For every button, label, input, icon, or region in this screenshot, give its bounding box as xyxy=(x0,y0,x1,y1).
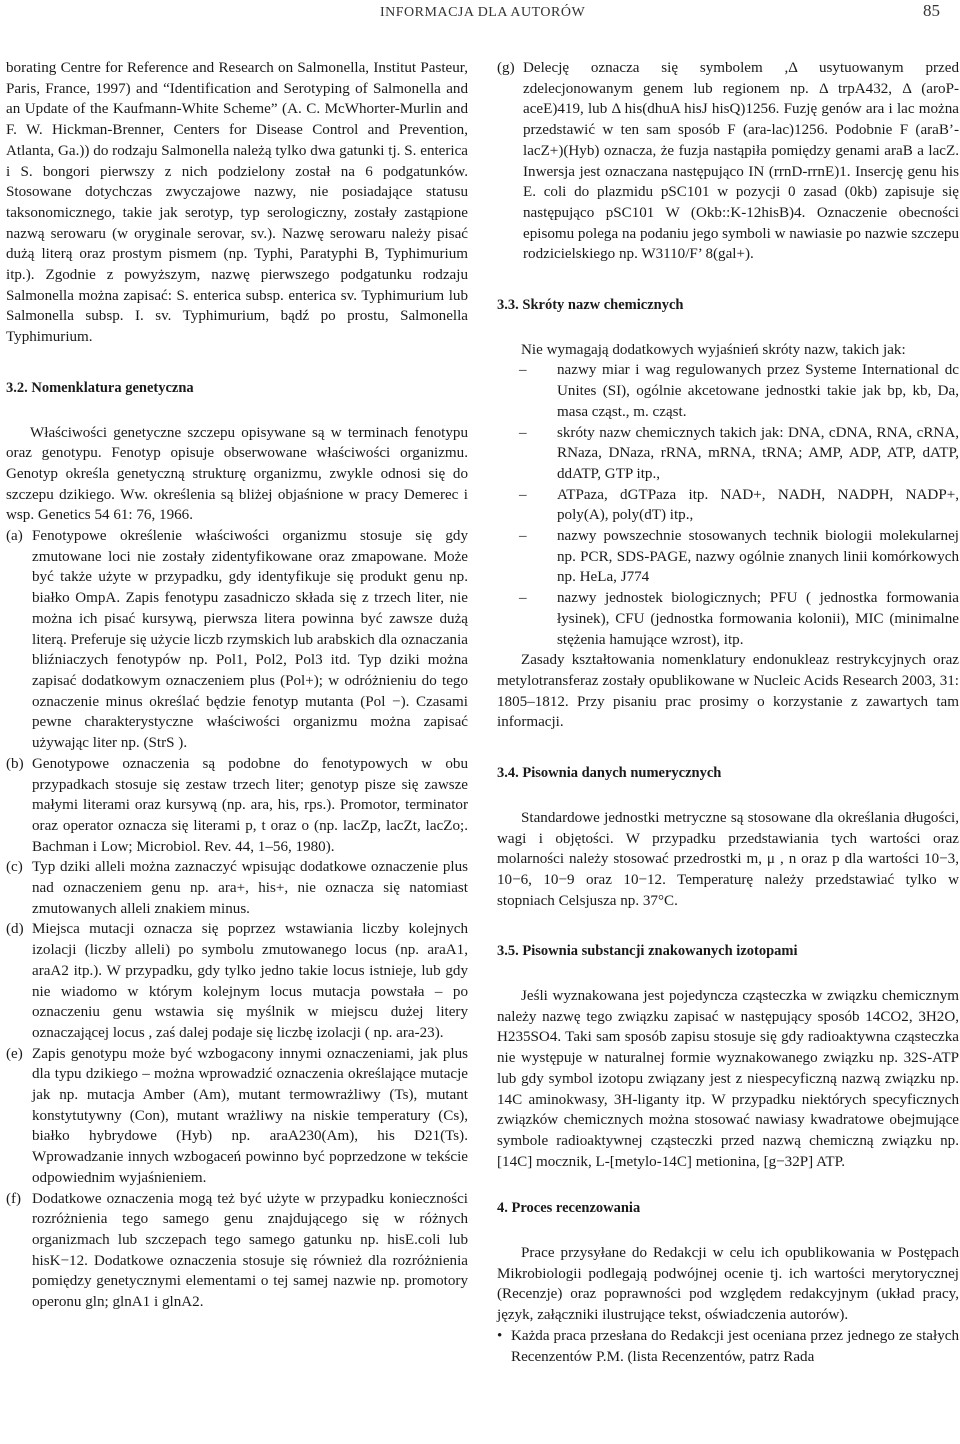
list-item xyxy=(6,754,468,858)
heading-3-3: 3.3. Skróty nazw chemicznych xyxy=(497,297,684,314)
dash-list-item xyxy=(497,588,959,650)
list-item xyxy=(6,857,468,919)
isotope-paragraph: Jeśli wyznakowana jest pojedyncza cząsteczka w związku chemicznym należy nazwę tego związku zapisać w następujący sposób 14CO2, 3H2O, H235SO4. Taki sam sposób zapisu stosuje się gdy radioaktywna cząsteczka nie występuje w naturalnej formie wyznakowanego związku np. 32S-ATP lub gdy symbol izotopu związany jest z niespecyficzną nazwą związku np. 14C aminokwasy, 3H-liganty itp. W przypadku niektórych specyficznych związków chemicznych można stosować nawiasy kwadratowe obejmujące symbole radioaktywnej cząsteczki przed nazwą chemiczną związku np. [14C] mocznik, L-[metylo-14C] metionina, [g−32P] ATP. xyxy=(497,988,959,1170)
item-label: (d) xyxy=(6,921,24,938)
item-text: Miejsca mutacji oznacza się poprzez wstawiania liczby kolejnych izolacji (liczby alleli) po symbolu zmutowanego locus (np. araA1, araA2 itp.). W przypadku, gdy tylko jedno takie locus istnieje, lub gdy nie wiadomo w którym kolejnym locus mutacja powstała – po oznaczeniu genu wstawia się myślnik w miejscu dużej litery oznaczającej locus , zaś dalej podaje się liczbę izolacji ( np. ara-23). xyxy=(32,921,468,1041)
running-title: INFORMACJA DLA AUTORÓW xyxy=(380,5,586,20)
nomenclature-paragraph: Zasady kształtowania nomenklatury endonukleaz restrykcyjnych oraz metylotransferaz zostały opublikowane w Nucleic Acids Research 2003, 31: 1805–1812. Przy pisaniu prac prosimy o korzystanie z zawartych tam informacji. xyxy=(497,652,959,731)
dash-list-item xyxy=(497,423,959,485)
dash-list-item xyxy=(497,360,959,422)
heading-3-5: 3.5. Pisownia substancji znakowanych izotopami xyxy=(497,943,798,960)
heading-4: 4. Proces recenzowania xyxy=(497,1200,641,1217)
item-label: (g) xyxy=(497,60,515,76)
heading-3-4: 3.4. Pisownia danych numerycznych xyxy=(497,765,722,782)
item-label: (b) xyxy=(6,755,24,772)
item-label: (a) xyxy=(6,528,23,545)
left-column xyxy=(6,58,468,1313)
genetics-paragraph: Właściwości genetyczne szczepu opisywane są w terminach fenotypu oraz genotypu. Fenotyp opisuje obserwowane właściwości organizmu. Genotyp określa genetyczną strukturę organizmu, zwykle odnosi się do szczepu dzikiego. Ww. określenia są bliżej objaśnione w pracy Demerec i wsp. Genetics 54 61: 76, 1966. xyxy=(6,424,468,524)
item-text: Typ dziki alleli można zaznaczyć wpisując dodatkowe oznaczenie plus nad oznaczeniem genu np. ara+, his+, nie oznacza się natomiast zmutowanych alleli znakiem minus. xyxy=(32,859,468,917)
heading-3-2: 3.2. Nomenklatura genetyczna xyxy=(6,379,194,396)
item-label: (c) xyxy=(6,859,23,876)
list-item xyxy=(6,1044,468,1189)
dash-item-text: ATPaza, dGTPaza itp. NAD+, NADH, NADPH, NADP+, poly(A), poly(dT) itp., xyxy=(557,486,959,524)
dash-item-text: nazwy jednostek biologicznych; PFU ( jednostka formowania łysinek), CFU (jednostka formowania kolonii), MIC (minimalne stężenia hamujące wzrost), itp. xyxy=(557,590,959,648)
list-item xyxy=(6,1189,468,1313)
item-text: Genotypowe oznaczenia są podobne do fenotypowych w obu przypadkach stosuje się zestaw trzech liter; genotyp pisze się zawsze małymi literami oraz kursywą (np. ara, his, rps.). Promotor, terminator oraz operator oznacza się literami p, t oraz o (np. lacZp, lacZt, lacZo;. Bachman i Low; Microbiol. Rev. 44, 1–56, 1980). xyxy=(32,755,468,855)
list-item xyxy=(6,919,468,1043)
item-text: Dodatkowe oznaczenia mogą też być użyte w przypadku konieczności rozróżnienia tego samego genu znajdującego się w różnych organizmach lub szczepach tego samego gatunku np. hisE.coli lub hisK−12. Dodatkowe oznaczenia stosuje się również dla rozróżnienia pomiędzy genetycznymi elementami o tej samej nazwie np. promotory operonu gln; glnA1 i glnA2. xyxy=(32,1190,468,1311)
bullet-text: Każda praca przesłana do Redakcji jest oceniana przez jednego ze stałych Recenzentów P.M. (lista Recenzentów, patrz Rada xyxy=(511,1327,959,1365)
dash-marker: – xyxy=(519,528,527,545)
review-paragraph: Prace przysyłane do Redakcji w celu ich opublikowania w Postępach Mikrobiologii podlegają podwójnej ocenie tj. ich wartości merytorycznej (Recenzje) oraz poprawności pod względem redakcyjnym (układ pracy, język, załączniki ilustrujące tekst, oświadczenia autorów). xyxy=(497,1245,959,1324)
dash-list-item xyxy=(497,485,959,526)
dash-marker: – xyxy=(519,424,527,441)
dash-item-text: nazwy miar i wag regulowanych przez Systeme International dc Unites (SI), ogólnie akcetowane jednostki takie jak bp, kb, Da, masa cząst., m. cząst. xyxy=(557,362,959,420)
numeric-paragraph: Standardowe jednostki metryczne są stosowane dla określania długości, wagi i objętości. W przypadku przedstawiania tych wartości oraz molarności należy stosować przedrostki m, μ , n oraz p dla wartości 10−3, 10−6, 10−9 oraz 10−12. Temperaturę należy przedstawiać tylko w stopniach Celsjusza np. 37°C. xyxy=(497,809,959,909)
item-text: Zapis genotypu może być wzbogacony innymi oznaczeniami, jak plus dla typu dzikiego – można wprowadzić oznaczenia określające mutacje jak np. mutacja Amber (Am), mutant termowrażliwy (Ts), mutant konstytutywny (Con), mutant wrażliwy na niskie temperatury (Cs), białko hybrydowe (Hyb) np. araA230(Am), his D21(Ts). Wprowadzanie innych wzbogaceń powinno być poprzedzone w tekście odpowiednim wyjaśnieniem. xyxy=(32,1045,468,1186)
dash-list-item xyxy=(497,526,959,588)
dash-marker: – xyxy=(519,362,527,379)
item-label: (f) xyxy=(6,1190,22,1207)
dash-item-text: skróty nazw chemicznych takich jak: DNA, cDNA, RNA, cRNA, RNaza, DNaza, rRNA, mRNA, tRNA; AMP, ADP, ATP, dATP, ddATP, GTP itp., xyxy=(557,424,959,482)
dash-item-text: nazwy powszechnie stosowanych technik biologii molekularnej np. PCR, SDS-PAGE, nazwy ogólnie znanych linii komórkowych np. HeLa, J774 xyxy=(557,528,959,586)
item-text: Fenotypowe określenie właściwości organizmu stosuje się gdy zmutowane loci nie zostały zidentyfikowane oraz zmapowane. Może być także użyte w przypadku, gdy identyfikuje się produkt genu np. białko OmpA. Zapis fenotypu zasadniczo składa się z trzech liter, nie można ich pisać kursywą, pierwsza litera powinna być zawsze dużą literą. Preferuje się użycie liczb rzymskich lub arabskich dla oznaczania bliźniaczych fenotypów np. Pol1, Pol2, Pol3 itd. Typ dziki można zapisać dodatkowym oznaczeniem plus (Pol+); w odróżnieniu do tego oznaczenie minus określać będzie fenotyp mutanta (Pol −). Czasami pewne charakterystyczne właściwości organizmu można zapisać używając liter np. (StrS ). xyxy=(32,528,468,752)
abbrev-paragraph: Nie wymagają dodatkowych wyjaśnień skróty nazw, takich jak: xyxy=(521,341,906,358)
item-text: Delecję oznacza się symbolem ,Δ usytuowanym przed zdelecjonowanym genem lub regionem np. Δ trpA432, Δ (aroP-aceE)419, lub Δ his(dhuA hisJ hisQ)1256. Fuzję genów ara i lac można przedstawić w ten sam sposób F (ara-lac)1256. Podobnie F (araB’-lacZ+)(Hyb) oznacza, że fuzja nastąpiła pomiędzy genami araB a lacZ. Inwersja jest oznaczana następująco IN (rrnD-rrnE)1. Insercję genu his E. coli do plazmidu pSC101 w pozycji 0 zasad (0kb) zapisuje się następująco pSC101 W (Okb::K-12hisB)4. Oznaczenie obecności episomu polega na podaniu jego symboli w nawiasie po nazwie szczepu rodzicielskiego np. W3110/F’ 8(gal+). xyxy=(523,60,959,263)
page-number: 85 xyxy=(923,1,940,20)
bullet-item xyxy=(497,1326,959,1367)
page-header xyxy=(0,0,960,28)
dash-marker: – xyxy=(519,590,527,607)
salmonella-paragraph: borating Centre for Reference and Research on Salmonella, Institut Pasteur, Paris, France, 1997) and “Identification and Serotyping of Salmonella and an Update of the Kaufmann-White Scheme” (A. C. McWhorter-Murlin and F. W. Hickman-Brenner, Centers for Disease Control and Prevention, Atlanta, Ga.)) do rodzaju Salmonella należą tylko dwa gatunki tj. S. enterica i S. bongori pierwszy z nich podzielony został na 6 podgatunków. Stosowane dotychczas zwyczajowe nazwy, nie posiadające statusu taksonomicznego, takie jak serotyp, typ serologiczny, zostały zastąpione nazwą serowaru (w oryginale serovar, sv.). Nazwę serowaru należy pisać dużą literą oraz prostym pismem (np. Typhi, Paratyphi B, Typhimurium itp.). Zgodnie z powyższym, nazwę pierwszego podgatunku rodzaju Salmonella można zapisać: S. enterica subsp. enterica sv. Typhimurium lub Salmonella subsp. I. sv. Typhimurium, bądź po prostu, Salmonella Typhimurium. xyxy=(6,60,468,346)
item-label: (e) xyxy=(6,1045,23,1062)
list-item xyxy=(6,526,468,754)
right-column xyxy=(497,58,959,1367)
dash-marker: – xyxy=(519,486,527,503)
list-item xyxy=(497,58,959,265)
bullet-marker: • xyxy=(497,1327,503,1344)
